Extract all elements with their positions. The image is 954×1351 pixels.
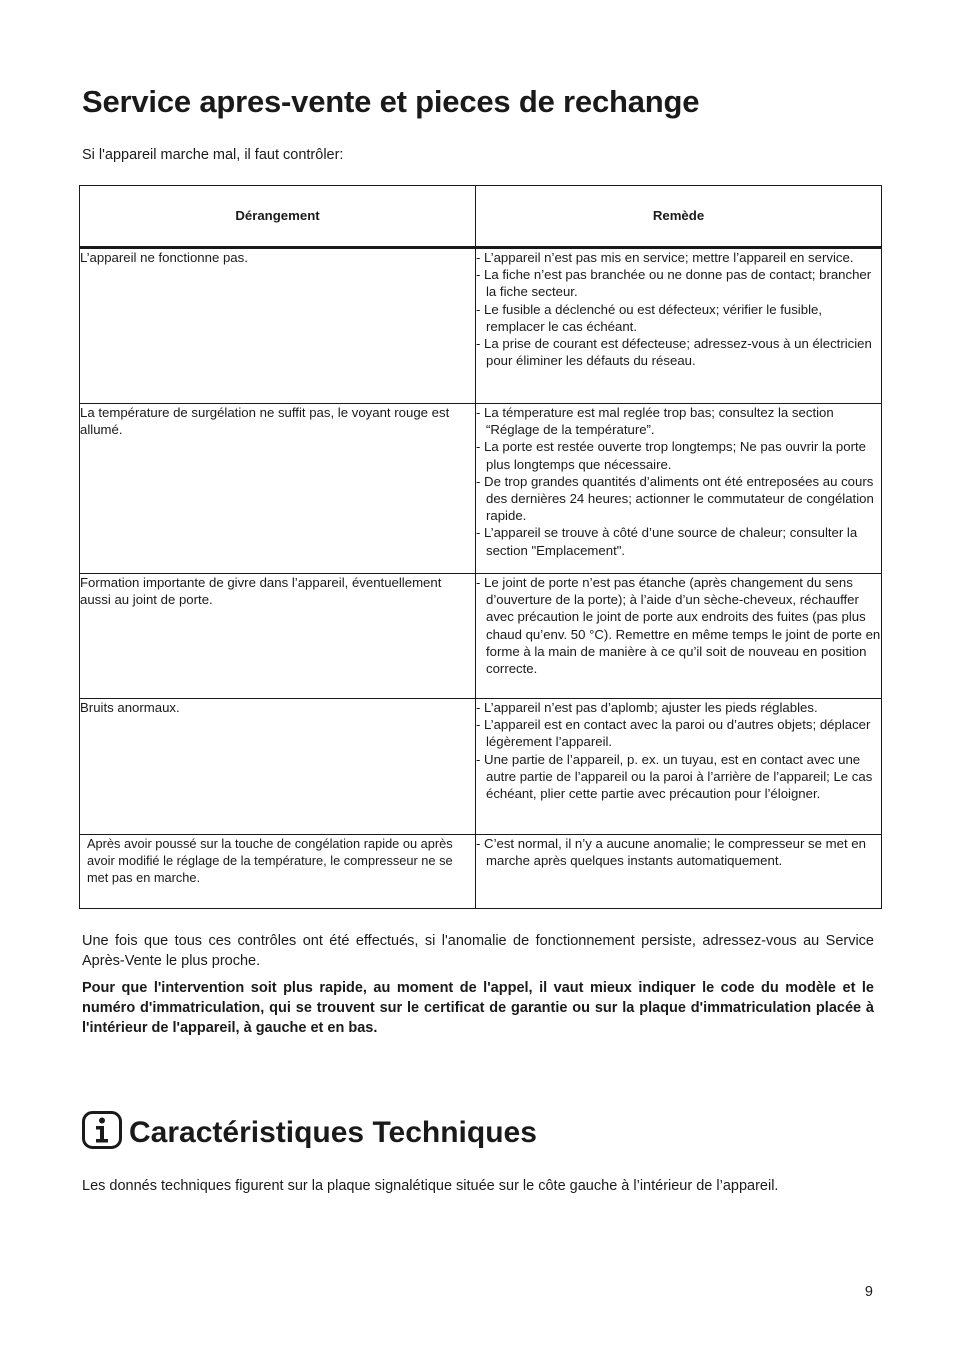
table-row: [80, 248, 882, 404]
intro-text: Si l'appareil marche mal, il faut contrôler:: [82, 147, 344, 163]
remedy-cell: [476, 248, 882, 404]
table-row: [80, 699, 882, 835]
remedy-cell: [476, 574, 882, 699]
remedy-cell: [476, 404, 882, 574]
page-title: Service apres-vente et pieces de rechange: [82, 84, 700, 119]
tech-text: Les donnés techniques figurent sur la plaque signalétique située sur le côte gauche à l’intérieur de l’appareil.: [82, 1178, 779, 1194]
problem-cell: Formation importante de givre dans l’appareil, éventuellement aussi au joint de porte.: [80, 574, 476, 699]
remedy-item: - Le joint de porte n’est pas étanche (après changement du sens d’ouverture de la porte); à l’aide d’un sèche-cheveux, réchauffer avec précaution le joint de porte aux endroits des fuites (pas plus chaud qu’env. 50 °C). Remettre en même temps le joint de porte en forme à la main de manière à ce qu’il soit de nouveau en position correcte.: [476, 575, 881, 677]
remedy-item: - L’appareil n’est pas mis en service; mettre l’appareil en service.: [476, 250, 854, 265]
remedy-item: - L’appareil se trouve à côté d’une source de chaleur; consulter la section "Emplacement".: [476, 525, 858, 558]
problem-cell: Après avoir poussé sur la touche de congélation rapide ou après avoir modifié le réglage de la température, le compresseur ne se met pas en marche.: [80, 835, 476, 909]
troubleshooting-table: [79, 185, 882, 909]
remedy-item: - De trop grandes quantités d’aliments ont été entreposées au cours des dernières 24 heures; actionner le commutateur de congélation rapide.: [476, 473, 874, 524]
remedy-cell: [476, 835, 882, 909]
table-row: [80, 404, 882, 574]
table-header-row: [80, 186, 882, 248]
problem-cell: La température de surgélation ne suffit pas, le voyant rouge est allumé.: [80, 404, 476, 574]
table-row: [80, 574, 882, 699]
remedy-item: - La porte est restée ouverte trop longtemps; Ne pas ouvrir la porte plus longtemps que nécessaire.: [476, 439, 866, 472]
problem-cell: L’appareil ne fonctionne pas.: [80, 248, 476, 404]
after-checks-text: Une fois que tous ces contrôles ont été effectués, si l'anomalie de fonctionnement persiste, adressez-vous au Service Après-Vente le plus proche.: [82, 933, 874, 969]
section-title-tech: Caractéristiques Techniques: [129, 1116, 537, 1149]
header-problem: Dérangement: [80, 186, 476, 248]
remedy-item: - Le fusible a déclenché ou est défecteux; vérifier le fusible, remplacer le cas échéant.: [476, 301, 823, 334]
service-info-text: Pour que l'intervention soit plus rapide, au moment de l'appel, il vaut mieux indiquer le code du modèle et le numéro d'immatriculation, qui se trouvent sur le certificat de garantie ou sur la plaque d'immatriculation placée à l'intérieur de l'appareil, à gauche et en bas.: [82, 980, 874, 1036]
remedy-item: - Une partie de l’appareil, p. ex. un tuyau, est en contact avec une autre partie de l’appareil ou la paroi à l’arrière de l’appareil; Le cas échéant, plier cette partie avec précaution pour l’éloigner.: [476, 751, 873, 802]
remedy-item: - L’appareil n’est pas d’aplomb; ajuster les pieds réglables.: [476, 700, 818, 715]
problem-cell: Bruits anormaux.: [80, 699, 476, 835]
remedy-cell: [476, 699, 882, 835]
remedy-item: - La fiche n’est pas branchée ou ne donne pas de contact; brancher la fiche secteur.: [476, 267, 872, 300]
remedy-item: - C’est normal, il n’y a aucune anomalie; le compresseur se met en marche après quelques instants automatiquement.: [476, 836, 866, 869]
remedy-item: - L’appareil est en contact avec la paroi ou d’autres objets; déplacer légèrement l’appareil.: [476, 717, 871, 750]
header-remedy: Remède: [476, 186, 882, 248]
remedy-item: - La prise de courant est défecteuse; adressez-vous à un électricien pour éliminer les défauts du réseau.: [476, 336, 872, 369]
remedy-item: - La témperature est mal reglée trop bas; consultez la section “Réglage de la température”.: [476, 405, 834, 438]
table-row: [80, 835, 882, 909]
info-icon: [82, 1111, 122, 1149]
page-number: 9: [864, 1284, 873, 1300]
